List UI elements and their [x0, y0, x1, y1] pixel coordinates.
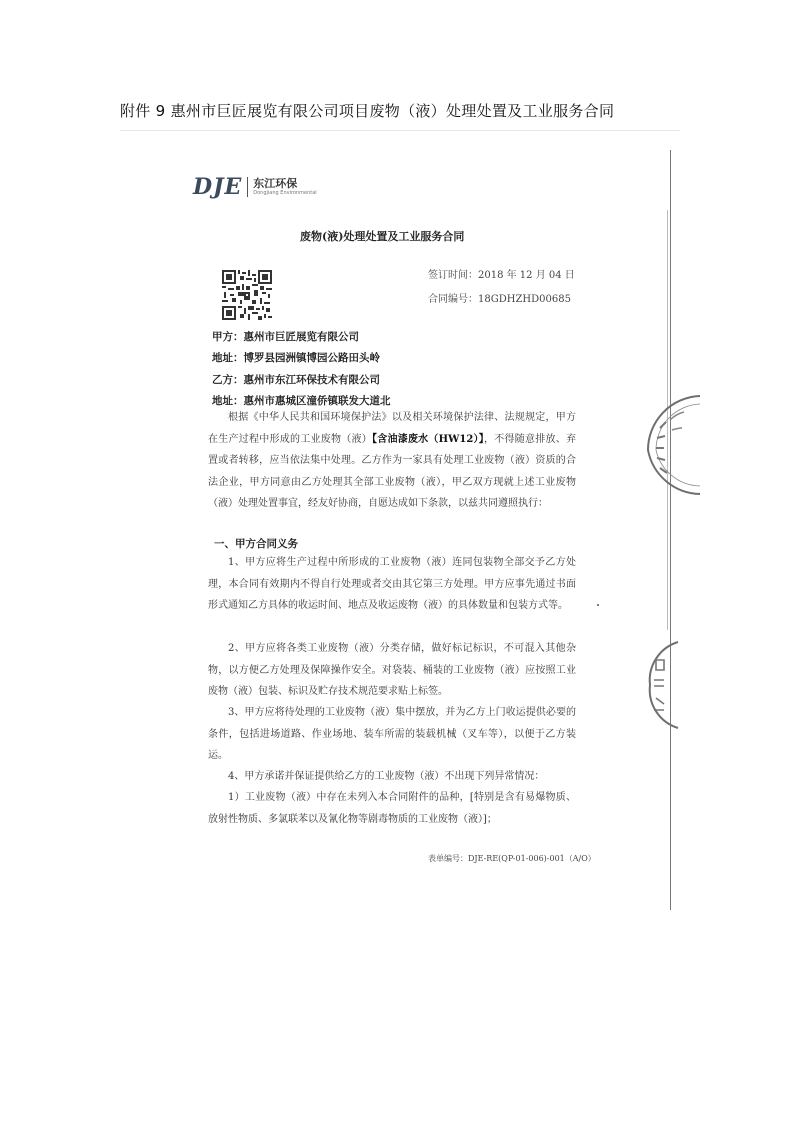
logo-name-cn: 东江环保 — [253, 177, 298, 190]
scan-edge-line — [670, 150, 671, 910]
intro-text-after: ，不得随意排放、弃置或者转移，应当依法集中处理。乙方作为一家具有处理工业废物（液）资质的合法企业，甲方同意由乙方处理其全部工业废物（液），甲乙双方现就上述工业废物（液）处理处置事宜，经友好协商，自愿达成如下条款，以兹共同遵照执行： — [208, 433, 576, 509]
party-a: 甲方：惠州市巨匠展览有限公司 — [212, 331, 359, 343]
logo-name-en: Dongjiang Environmental — [253, 190, 317, 196]
clause-2-text: 2、甲方应将各类工业废物（液）分类存储，做好标记标识，不可混入其他杂物，以方便乙方处理及保障操作安全。对袋装、桶装的工业废物（液）应按照工业废物（液）包装、标识及贮存技术规范要求贴上标签。 — [208, 643, 576, 697]
company-logo — [193, 174, 317, 200]
page-heading: 附件 9 惠州市巨匠展览有限公司项目废物（液）处理处置及工业服务合同 — [120, 102, 615, 120]
clause-4-item-1 — [208, 787, 576, 830]
clause-1-text: 1、甲方应将生产过程中所形成的工业废物（液）连同包装物全部交予乙方处理，本合同有效期内不得自行处理或者交由其它第三方处理。甲方应事先通过书面形式通知乙方具体的收运时间、地点及收运废物（液）的具体数量和包装方式等。 — [208, 557, 576, 611]
clause-3 — [208, 702, 576, 767]
clause-4-text: 4、甲方承诺并保证提供给乙方的工业废物（液）不出现下列异常情况： — [228, 771, 545, 782]
contract-title: 废物(液)处理处置及工业服务合同 — [300, 230, 465, 243]
top-divider — [120, 130, 680, 131]
intro-paragraph — [208, 407, 576, 515]
section-1-title: 一、甲方合同义务 — [214, 538, 298, 550]
qr-code-icon — [222, 270, 272, 320]
scan-speck — [597, 604, 599, 606]
clause-4 — [208, 766, 576, 788]
party-b: 乙方：惠州市东江环保技术有限公司 — [212, 374, 380, 386]
party-a-address: 地址：博罗县园洲镇博园公路田头岭 — [212, 352, 380, 364]
logo-mark: DJE — [193, 174, 243, 200]
clause-3-text: 3、甲方应将待处理的工业废物（液）集中摆放，并为乙方上门收运提供必要的条件，包括进场道路、作业场地、装车所需的装载机械（叉车等），以便于乙方装运。 — [208, 707, 576, 761]
party-b-address: 地址：惠州市惠城区潼侨镇联发大道北 — [212, 395, 391, 407]
seal-stamp-partial-icon — [640, 640, 680, 730]
intro-highlight: 【含油漆废水（HW12）】 — [371, 433, 485, 445]
seal-stamp-icon — [620, 390, 710, 500]
clause-4-item-1-text: 1）工业废物（液）中存在未列入本合同附件的品种，[特别是含有易爆物质、放射性物质、多氯联苯以及氰化物等剧毒物质的工业废物（液）]； — [208, 792, 576, 825]
clause-1 — [208, 552, 576, 617]
form-code: 表单编号：DJE-RE(QP-01-006)-001（A/O） — [428, 854, 596, 863]
clause-2 — [208, 638, 576, 703]
sign-time: 签订时间：2018 年 12 月 04 日 — [428, 270, 575, 281]
logo-separator — [247, 177, 248, 197]
contract-number: 合同编号：18GDHZHD00685 — [428, 294, 571, 305]
intro-text-before: 根据《中华人民共和国环境保护法》以及相关环境保护法律、法规规定，甲方在生产过程中形成的工业废物（液） — [208, 412, 576, 445]
logo-text — [253, 178, 316, 196]
